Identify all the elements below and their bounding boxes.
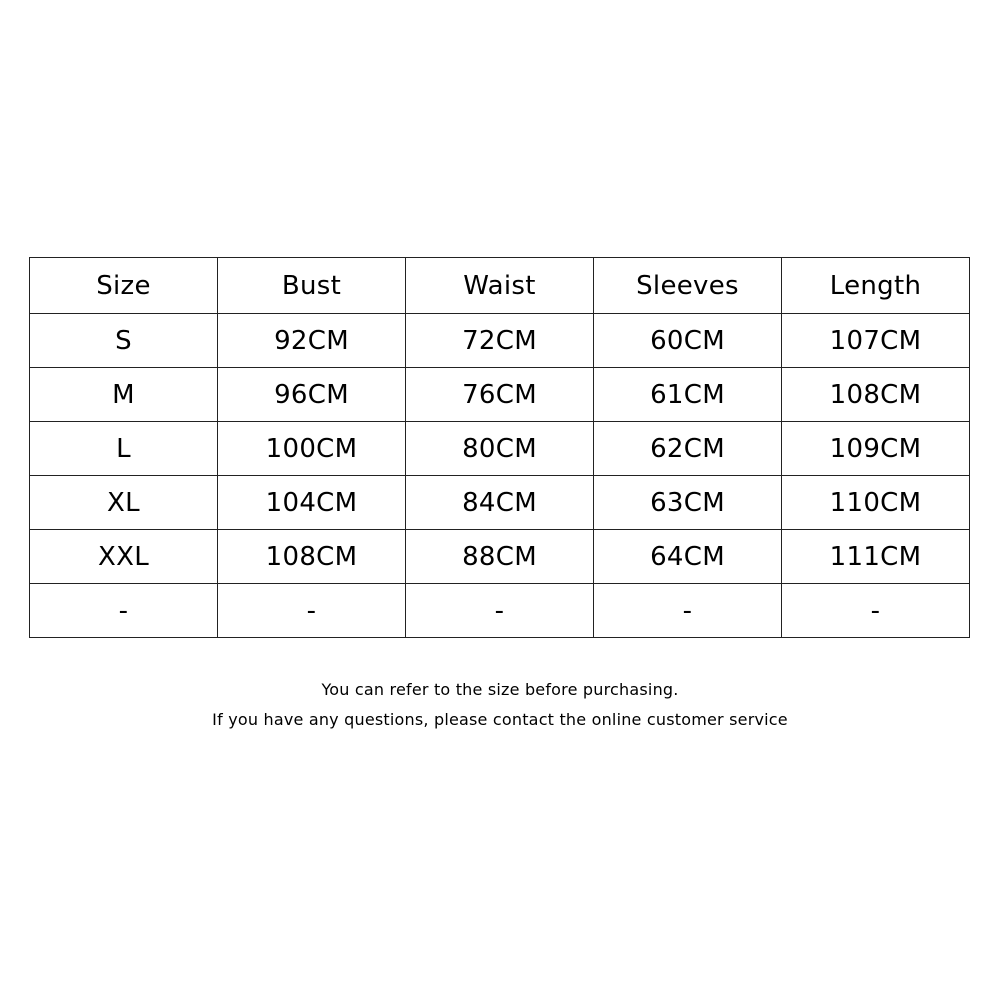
cell-waist: 80CM (406, 422, 594, 476)
cell-size: S (30, 314, 218, 368)
customer-service-note: If you have any questions, please contact the online customer service (212, 710, 788, 729)
cell-sleeves: 63CM (594, 476, 782, 530)
table-row (30, 584, 970, 638)
cell-waist: 84CM (406, 476, 594, 530)
cell-size: L (30, 422, 218, 476)
cell-sleeves: 61CM (594, 368, 782, 422)
cell-sleeves: 62CM (594, 422, 782, 476)
cell-size: M (30, 368, 218, 422)
table-body (30, 314, 970, 638)
table-row (30, 476, 970, 530)
cell-bust: 92CM (218, 314, 406, 368)
header-waist: Waist (406, 258, 594, 314)
table-row (30, 368, 970, 422)
size-chart-table (29, 257, 970, 638)
cell-bust: 100CM (218, 422, 406, 476)
cell-size: XL (30, 476, 218, 530)
table-row (30, 530, 970, 584)
table-row (30, 314, 970, 368)
cell-length: 111CM (782, 530, 970, 584)
cell-waist: - (406, 584, 594, 638)
cell-bust: 108CM (218, 530, 406, 584)
cell-waist: 76CM (406, 368, 594, 422)
cell-sleeves: - (594, 584, 782, 638)
cell-waist: 88CM (406, 530, 594, 584)
cell-length: 110CM (782, 476, 970, 530)
header-sleeves: Sleeves (594, 258, 782, 314)
cell-sleeves: 64CM (594, 530, 782, 584)
cell-length: 107CM (782, 314, 970, 368)
header-length: Length (782, 258, 970, 314)
cell-bust: 104CM (218, 476, 406, 530)
size-reference-note: You can refer to the size before purchasing. (321, 680, 679, 699)
cell-length: - (782, 584, 970, 638)
cell-waist: 72CM (406, 314, 594, 368)
header-size: Size (30, 258, 218, 314)
table-header (30, 258, 970, 314)
cell-length: 108CM (782, 368, 970, 422)
cell-bust: - (218, 584, 406, 638)
cell-size: - (30, 584, 218, 638)
cell-bust: 96CM (218, 368, 406, 422)
cell-size: XXL (30, 530, 218, 584)
header-row (30, 258, 970, 314)
table-row (30, 422, 970, 476)
cell-sleeves: 60CM (594, 314, 782, 368)
cell-length: 109CM (782, 422, 970, 476)
header-bust: Bust (218, 258, 406, 314)
